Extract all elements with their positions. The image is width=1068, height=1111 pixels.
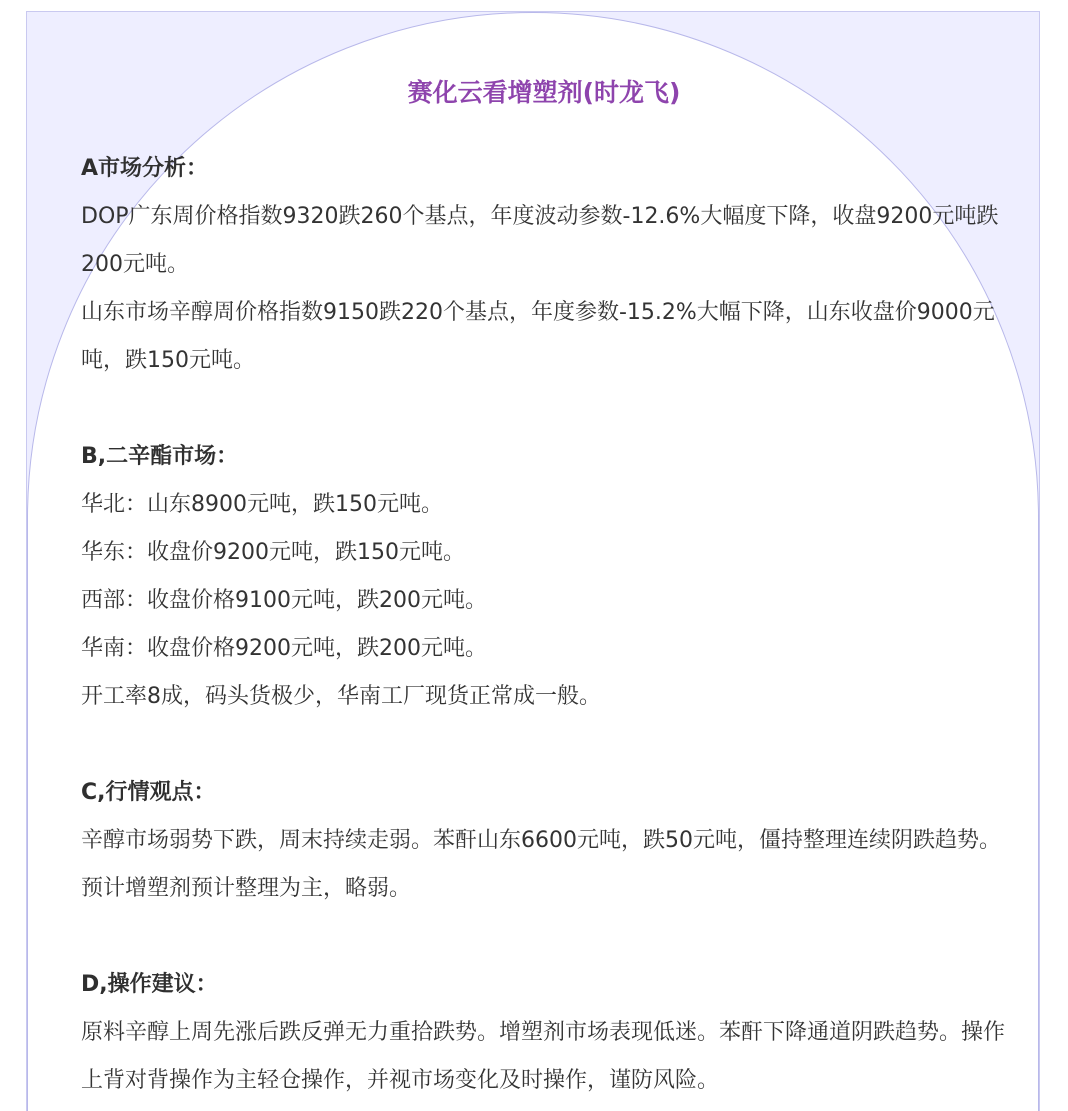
paragraph: 开工率8成，码头货极少，华南工厂现货正常成一般。 (81, 684, 601, 709)
article-title: 赛化云看增塑剂(时龙飞) (407, 78, 681, 107)
paragraph: DOP广东周价格指数9320跌260个基点，年度波动参数-12.6%大幅度下降，收盘9200元吨跌200元吨。 (81, 204, 999, 277)
article-frame (26, 11, 1040, 1111)
paragraph: 辛醇市场弱势下跌，周末持续走弱。苯酐山东6600元吨，跌50元吨，僵持整理连续阴跌趋势。预计增塑剂预计整理为主，略弱。 (81, 828, 1001, 901)
section-operation-advice (81, 961, 1011, 1105)
section-dioctyl-market (81, 433, 1011, 721)
paragraph: 华南：收盘价格9200元吨，跌200元吨。 (81, 636, 487, 661)
paragraph: 原料辛醇上周先涨后跌反弹无力重拾跌势。增塑剂市场表现低迷。苯酐下降通道阴跌趋势。操作上背对背操作为主轻仓操作，并视市场变化及时操作，谨防风险。 (81, 1020, 1006, 1093)
section-heading: A市场分析： (81, 156, 209, 181)
paragraph: 山东市场辛醇周价格指数9150跌220个基点，年度参数-15.2%大幅下降，山东收盘价9000元吨，跌150元吨。 (81, 300, 995, 373)
section-market-analysis (81, 145, 1011, 385)
section-heading: B,二辛酯市场： (81, 444, 239, 469)
paragraph: 华北：山东8900元吨，跌150元吨。 (81, 492, 443, 517)
section-heading: C,行情观点： (81, 780, 216, 805)
paragraph: 华东：收盘价9200元吨，跌150元吨。 (81, 540, 465, 565)
article-body (81, 76, 1011, 1111)
section-heading: D,操作建议： (81, 972, 218, 997)
section-market-view (81, 769, 1011, 913)
paragraph: 西部：收盘价格9100元吨，跌200元吨。 (81, 588, 487, 613)
